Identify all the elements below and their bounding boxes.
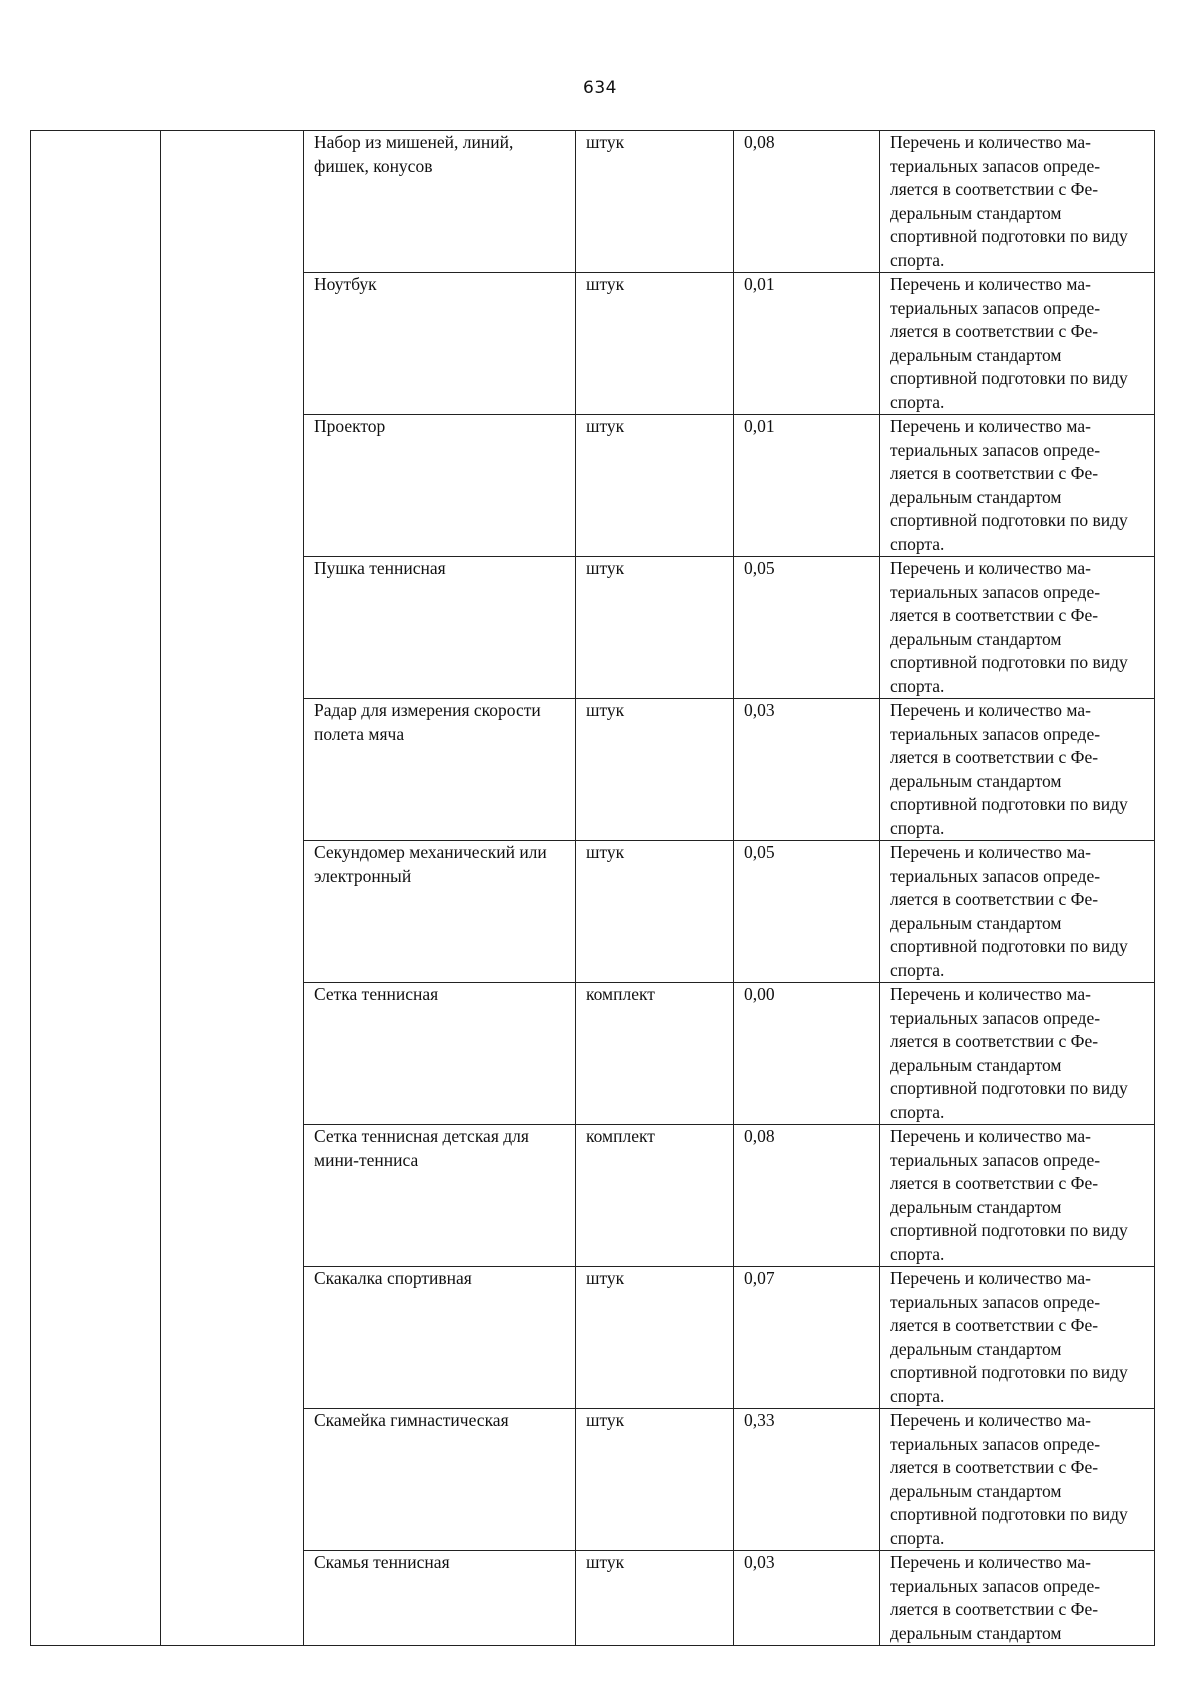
table-row (31, 131, 1155, 273)
item-unit-cell: штук (576, 841, 734, 983)
item-quantity-cell: 0,01 (734, 415, 880, 557)
item-name-cell: Ноутбук (304, 273, 576, 415)
item-name-cell: Радар для измерения скорости полета мяча (304, 699, 576, 841)
item-unit-cell: штук (576, 699, 734, 841)
item-quantity-cell: 0,07 (734, 1267, 880, 1409)
item-note-cell: Перечень и количество ма-териальных запасов опреде-ляется в соответствии с Фе-деральным стандартом (880, 1551, 1155, 1646)
item-note-cell: Перечень и количество ма-териальных запасов опреде-ляется в соответствии с Фе-деральным стандартом спортивной подготовки по виду спорта. (880, 983, 1155, 1125)
item-quantity-cell: 0,05 (734, 841, 880, 983)
item-unit-cell: штук (576, 415, 734, 557)
blank-cell-col1 (31, 131, 161, 1646)
item-note-cell: Перечень и количество ма-териальных запасов опреде-ляется в соответствии с Фе-деральным стандартом спортивной подготовки по виду спорта. (880, 273, 1155, 415)
item-name-cell: Проектор (304, 415, 576, 557)
item-name-cell: Пушка теннисная (304, 557, 576, 699)
item-name-cell: Скамейка гимнастическая (304, 1409, 576, 1551)
item-note-cell: Перечень и количество ма-териальных запасов опреде-ляется в соответствии с Фе-деральным стандартом спортивной подготовки по виду спорта. (880, 1267, 1155, 1409)
item-name-cell: Набор из мишеней, линий, фишек, конусов (304, 131, 576, 273)
item-unit-cell: штук (576, 131, 734, 273)
item-quantity-cell: 0,03 (734, 699, 880, 841)
item-quantity-cell: 0,08 (734, 1125, 880, 1267)
item-unit-cell: штук (576, 557, 734, 699)
item-quantity-cell: 0,00 (734, 983, 880, 1125)
item-quantity-cell: 0,08 (734, 131, 880, 273)
item-quantity-cell: 0,33 (734, 1409, 880, 1551)
item-name-cell: Сетка теннисная детская для мини-тенниса (304, 1125, 576, 1267)
item-note-cell: Перечень и количество ма-териальных запасов опреде-ляется в соответствии с Фе-деральным стандартом спортивной подготовки по виду спорта. (880, 841, 1155, 983)
item-unit-cell: комплект (576, 1125, 734, 1267)
item-unit-cell: штук (576, 1267, 734, 1409)
item-name-cell: Секундомер механический или электронный (304, 841, 576, 983)
item-note-cell: Перечень и количество ма-териальных запасов опреде-ляется в соответствии с Фе-деральным стандартом спортивной подготовки по виду спорта. (880, 1409, 1155, 1551)
item-quantity-cell: 0,01 (734, 273, 880, 415)
item-quantity-cell: 0,05 (734, 557, 880, 699)
item-name-cell: Сетка теннисная (304, 983, 576, 1125)
blank-cell-col2 (161, 131, 304, 1646)
page-number: 634 (583, 78, 617, 98)
item-note-cell: Перечень и количество ма-териальных запасов опреде-ляется в соответствии с Фе-деральным стандартом спортивной подготовки по виду спорта. (880, 131, 1155, 273)
item-note-cell: Перечень и количество ма-териальных запасов опреде-ляется в соответствии с Фе-деральным стандартом спортивной подготовки по виду спорта. (880, 699, 1155, 841)
item-name-cell: Скамья теннисная (304, 1551, 576, 1646)
item-name-cell: Скакалка спортивная (304, 1267, 576, 1409)
item-unit-cell: комплект (576, 983, 734, 1125)
item-note-cell: Перечень и количество ма-териальных запасов опреде-ляется в соответствии с Фе-деральным стандартом спортивной подготовки по виду спорта. (880, 415, 1155, 557)
item-note-cell: Перечень и количество ма-териальных запасов опреде-ляется в соответствии с Фе-деральным стандартом спортивной подготовки по виду спорта. (880, 557, 1155, 699)
equipment-table (30, 130, 1155, 1646)
item-note-cell: Перечень и количество ма-териальных запасов опреде-ляется в соответствии с Фе-деральным стандартом спортивной подготовки по виду спорта. (880, 1125, 1155, 1267)
item-unit-cell: штук (576, 273, 734, 415)
item-quantity-cell: 0,03 (734, 1551, 880, 1646)
item-unit-cell: штук (576, 1551, 734, 1646)
item-unit-cell: штук (576, 1409, 734, 1551)
